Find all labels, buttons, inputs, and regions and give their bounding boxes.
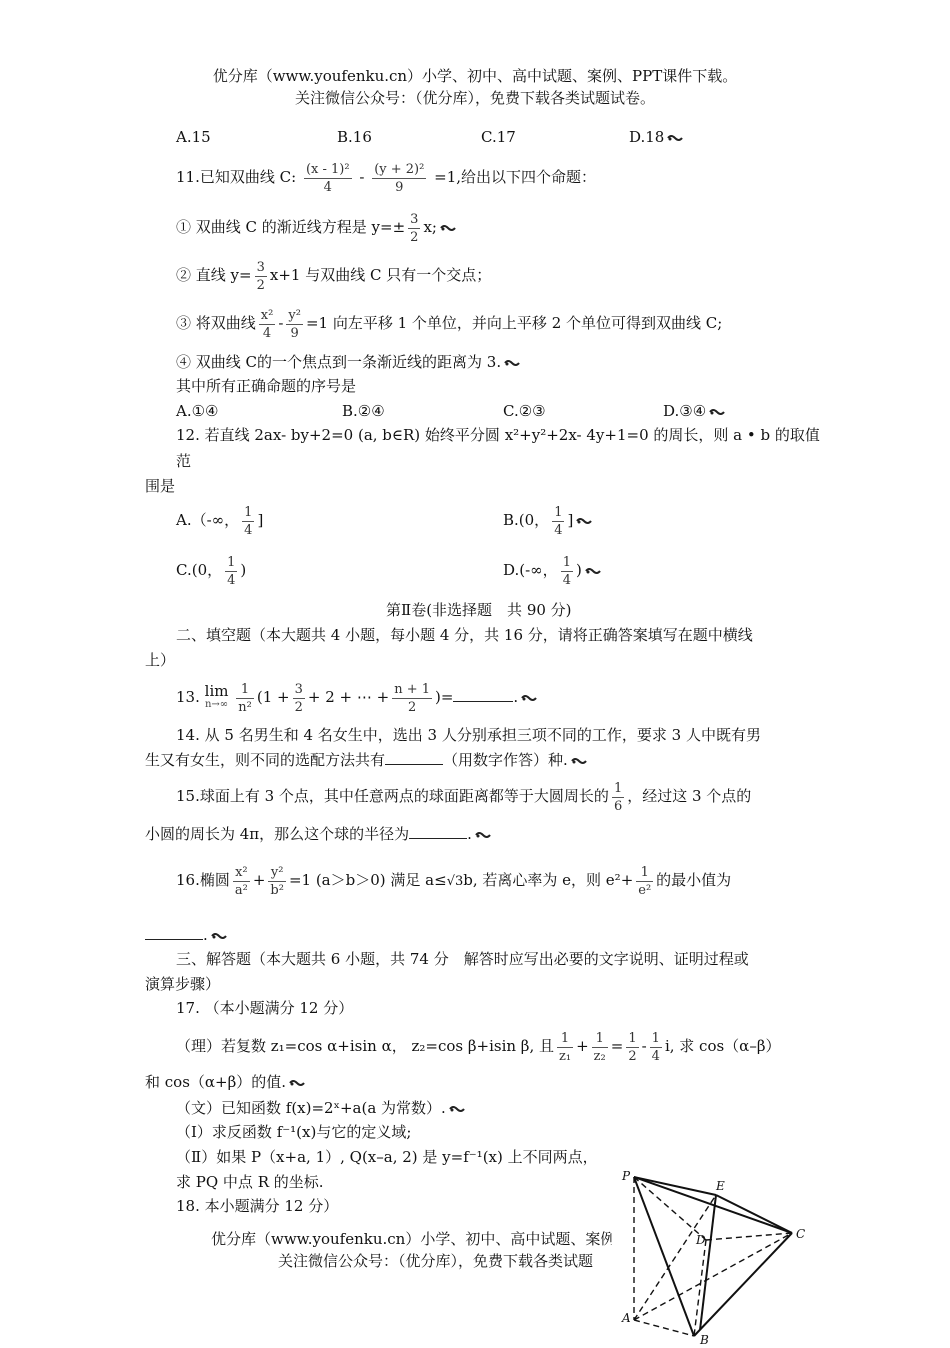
- q10-option-c: C.17: [481, 128, 516, 146]
- q11-item-1: ① 双曲线 C 的渐近线方程是 y=± $\frac{3}{2}$ x;: [176, 210, 457, 246]
- part2-title: 第Ⅱ卷(非选择题 共 90 分): [386, 601, 572, 619]
- q17-wen: （文）已知函数 f(x)=2ˣ+a(a 为常数）.: [176, 1098, 466, 1118]
- q17-title: 17. （本小题满分 12 分）: [176, 999, 354, 1017]
- pyramid-figure: [612, 1160, 812, 1344]
- q11-fraction-1: $\frac{\text{(x - 1)²}}{4}$: [305, 161, 350, 195]
- q14-line-1: 14. 从 5 名男生和 4 名女生中，选出 3 人分别承担三项不同的工作，要求 3 人中既有男: [176, 726, 761, 744]
- link-mark-icon: [570, 756, 588, 766]
- q11-question: 其中所有正确命题的序号是: [176, 377, 357, 395]
- header-line-2: 关注微信公众号：（优分库），免费下载各类试题试卷。: [294, 89, 655, 107]
- label-p: P: [622, 1169, 631, 1183]
- q16-answer-blank[interactable]: [145, 925, 203, 940]
- q12-option-d: D.(-∞， $\frac{1}{4}$ ): [503, 553, 602, 589]
- q10-option-a: A.15: [176, 128, 211, 146]
- q11-option-c: C.②③: [503, 402, 546, 420]
- footer-line-1: 优分库（www.youfenku.cn）小学、初中、高中试题、案例: [211, 1230, 616, 1248]
- link-mark-icon: [575, 516, 593, 526]
- link-mark-icon: [666, 133, 684, 143]
- q18-title: 18. 本小题满分 12 分）: [176, 1197, 339, 1215]
- link-mark-icon: [503, 358, 521, 368]
- q11-option-a: A.①④: [176, 402, 219, 420]
- label-a: A: [622, 1311, 631, 1325]
- q11-option-d: D.③④: [663, 401, 726, 421]
- q10-option-d: D.18: [629, 127, 684, 147]
- q11-item-4: ④ 双曲线 C的一个焦点到一条渐近线的距离为 3.: [176, 352, 521, 372]
- link-mark-icon: [210, 931, 228, 941]
- q11-stem: 11.已知双曲线 C: $\frac{\text{(x - 1)²}}{4}$ - $\frac{\text{(y + 2)²}}{9}$ =1,给出以下四个命题：: [176, 161, 597, 195]
- link-mark-icon: [474, 830, 492, 840]
- q10-option-b: B.16: [337, 128, 372, 146]
- link-mark-icon: [439, 223, 457, 233]
- q12-option-a: A.（-∞， $\frac{1}{4}$ ]: [176, 504, 264, 538]
- q17-li-line-2: 和 cos（α+β）的值.: [145, 1072, 306, 1092]
- q12-option-b: B.(0， $\frac{1}{4}$ ]: [503, 503, 593, 539]
- fill-heading-2: 上）: [145, 651, 176, 669]
- link-mark-icon: [288, 1078, 306, 1088]
- footer-line-2: 关注微信公众号：（优分库），免费下载各类试题: [278, 1252, 594, 1270]
- q11-item-2: ② 直线 y= $\frac{3}{2}$ x+1 与双曲线 C 只有一个交点；: [176, 259, 492, 293]
- solve-heading-1: 三、解答题（本大题共 6 小题，共 74 分 解答时应写出必要的文字说明、证明过程或: [176, 950, 749, 968]
- header-line-1: 优分库（www.youfenku.cn）小学、初中、高中试题、案例、PPT课件下载。: [212, 67, 738, 85]
- q17-li-line-1: （理）若复数 z₁=cos α+isin α， z₂=cos β+isin β, 且 $\frac{1}{\text{z₁}}$ + $\frac{1}{\text{z₂}}$ = $\frac{1}{2}$ - $\frac{1}{4}$ i, 求 cos（α–β）: [176, 1030, 781, 1064]
- q12-line-3: 围是: [145, 477, 176, 495]
- q12-option-c: C.(0， $\frac{1}{4}$ ): [176, 554, 247, 588]
- q11-fraction-2: $\frac{\text{(y + 2)²}}{9}$: [374, 161, 425, 195]
- q14-line-2: 生又有女生，则不同的选配方法共有 （用数字作答）种.: [145, 750, 588, 770]
- label-c: C: [796, 1227, 806, 1241]
- link-mark-icon: [708, 407, 726, 417]
- q16-line-1: 16.椭圆 $\frac{\text{x²}}{\text{a²}}$ + $\frac{\text{y²}}{\text{b²}}$ =1 (a＞b＞0) 满足 a≤√3b, 若离心率为 e，则 e²+ $\frac{1}{\text{e²}}$ 的最小值为: [176, 864, 732, 898]
- q11-item-3: ③ 将双曲线 $\frac{\text{x²}}{4}$ - $\frac{\text{y²}}{9}$ =1 向左平移 1 个单位，并向上平移 2 个单位可得到双曲线 C;: [176, 307, 723, 341]
- q17-part-2-line-2: 求 PQ 中点 R 的坐标.: [176, 1173, 324, 1191]
- solve-heading-2: 演算步骤）: [145, 975, 221, 993]
- q16-line-2: .: [145, 925, 228, 945]
- q13: 13. lim n→∞ $\frac{1}{\text{n²}}$ (1 + $\frac{3}{2}$ + 2 + ⋯ + $\frac{n + 1}{2}$ )= .: [176, 675, 538, 719]
- q17-part-1: （Ⅰ）求反函数 f⁻¹(x)与它的定义域;: [176, 1123, 412, 1141]
- link-mark-icon: [448, 1104, 466, 1114]
- q11-option-b: B.②④: [342, 402, 385, 420]
- label-e: E: [716, 1179, 725, 1193]
- q14-answer-blank[interactable]: [385, 750, 443, 765]
- label-d: D: [696, 1233, 706, 1247]
- q12-line-1: 12. 若直线 2ax- by+2=0 (a, b∈R) 始终平分圆 x²+y²+2x- 4y+1=0 的周长，则 a • b 的取值: [176, 426, 820, 444]
- q13-answer-blank[interactable]: [453, 687, 513, 702]
- fill-heading-1: 二、填空题（本大题共 4 小题，每小题 4 分，共 16 分，请将正确答案填写在题中横线: [176, 626, 753, 644]
- q15-answer-blank[interactable]: [409, 824, 467, 839]
- q15-line-1: 15.球面上有 3 个点，其中任意两点的球面距离都等于大圆周长的 $\frac{1}{6}$ ，经过这 3 个点的: [176, 780, 752, 814]
- label-b: B: [700, 1333, 709, 1344]
- q15-line-2: 小圆的周长为 4π，那么这个球的半径为 .: [145, 824, 492, 844]
- q17-part-2: （Ⅱ）如果 P（x+a, 1）, Q(x–a, 2) 是 y=f⁻¹(x) 上不同两点，: [176, 1148, 598, 1166]
- link-mark-icon: [520, 693, 538, 703]
- link-mark-icon: [584, 566, 602, 576]
- q12-line-2: 范: [176, 452, 192, 470]
